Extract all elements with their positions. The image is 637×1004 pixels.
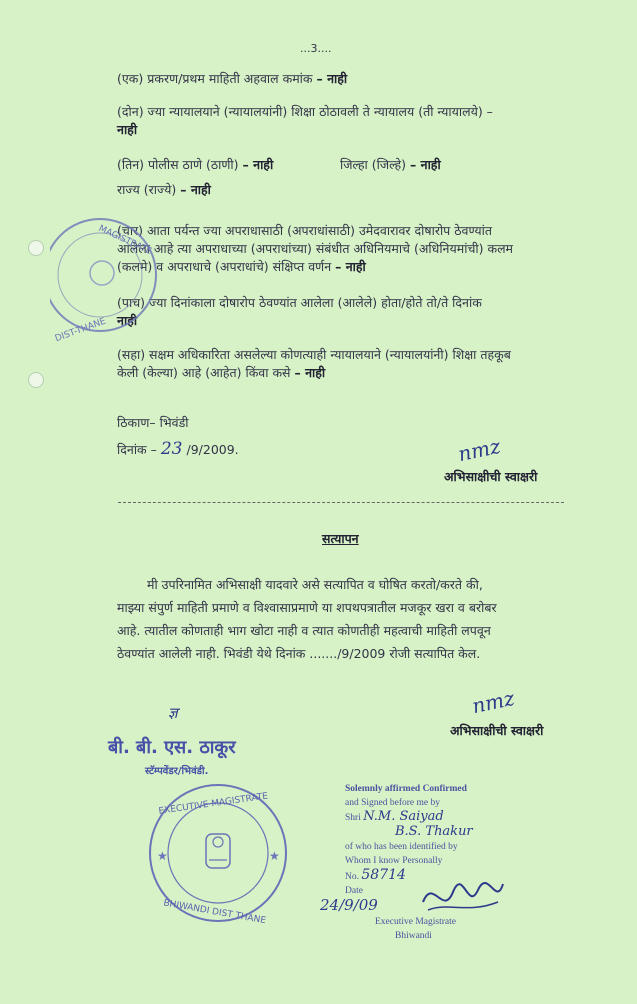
affirmation-line3 — [345, 810, 585, 825]
affirmation-line9: Executive Magistrate — [375, 917, 456, 927]
verification-line3: आहे. त्यातील कोणताही भाग खोटा नाही व त्यात कोणतीही महत्वाची माहिती लपवून — [117, 623, 491, 638]
item-1-text: (एक) प्रकरण/प्रथम माहिती अहवाल कमांक — [117, 71, 313, 86]
item-2-value: नाही — [117, 122, 138, 137]
svg-text:★: ★ — [157, 849, 168, 863]
item-2 — [117, 103, 582, 139]
item-4-line3: (कलमे) व अपराधाचे (अपराधांचे) संक्षिप्त वर्णन — [117, 259, 332, 274]
state-label: राज्य (राज्ये) — [117, 182, 177, 197]
verification-paragraph — [117, 573, 582, 665]
item-1-value: – नाही — [316, 71, 348, 86]
item-5-text: (पाच) ज्या दिनांकाला दोषारोप ठेवण्यांत आलेला (आलेले) होता/होते तो/ते दिनांक — [117, 295, 482, 310]
item-6-value: – नाही — [294, 365, 326, 380]
item-1 — [117, 70, 347, 88]
punch-hole-top — [28, 240, 44, 256]
affirmation-line5: of who has been identified by — [345, 842, 458, 852]
signature-label-2: अभिसाक्षीची स्वाक्षरी — [450, 723, 544, 738]
item-3-police — [117, 156, 273, 174]
officer-initials: ज्ञ — [168, 704, 178, 722]
date-rest: /9/2009. — [186, 442, 239, 457]
item-4-value: – नाही — [335, 259, 366, 274]
magistrate-signature — [418, 872, 508, 922]
item-5 — [117, 294, 582, 330]
date — [117, 440, 239, 459]
affirmation-line4 — [345, 825, 585, 840]
place-label: ठिकाण– — [117, 415, 156, 430]
svg-text:★: ★ — [269, 849, 280, 863]
executive-magistrate-seal — [143, 778, 293, 928]
item-4-line2: आलेला आहे त्या अपराधाच्या (अपराधांच्या) संबंधीत अधिनियमाचे (अधिनियमांची) कलम — [117, 241, 514, 256]
seal-left-bottom-text: DIST-THANE — [53, 316, 108, 345]
seal-left-top-text: MAGISTRATE — [96, 223, 153, 258]
police-value: – नाही — [242, 157, 274, 172]
punch-hole-bottom — [28, 372, 44, 388]
verification-heading: सत्यापन — [322, 531, 359, 546]
affirmation-date-hand: 24/9/09 — [320, 896, 378, 914]
officer-stamp-name: बी. बी. एस. ठाकूर — [108, 737, 236, 758]
seal-exec-bottom-text: BHIWANDI DIST THANE — [162, 898, 267, 927]
district-value: – नाही — [410, 157, 441, 172]
divider — [118, 502, 564, 503]
verification-line1: मी उपरिनामित अभिसाक्षी यादवारे असे सत्यापित व घोषित करतो/करते की, — [147, 577, 483, 592]
item-6 — [117, 346, 582, 382]
place — [117, 414, 189, 432]
item-6-line1: (सहा) सक्षम अधिकारिता असलेल्या कोणत्याही न्यायालयाने (न्यायालयांनी) शिक्षा तहकूब — [117, 347, 511, 362]
date-day: 23 — [160, 439, 183, 459]
item-5-value: नाही — [117, 313, 138, 328]
item-6-line2: केली (केल्या) आहे (आहेत) किंवा कसे — [117, 365, 291, 380]
officer-stamp-title: स्टॅम्पवेंडर/भिवंडी. — [145, 766, 209, 777]
police-label: (तिन) पोलीस ठाणे (ठाणी) — [117, 157, 239, 172]
signature-scribble-2: nmz — [469, 685, 517, 719]
affirmation-identifier-hand: B.S. Thakur — [395, 824, 473, 839]
affirmation-line1: Solemnly affirmed Confirmed — [345, 784, 467, 794]
item-4 — [117, 222, 582, 276]
verification-line4: ठेवण्यांत आलेली नाही. भिवंडी येथे दिनांक ......./9/2009 रोजी सत्यापित केल. — [117, 646, 481, 661]
verification-line2: माझ्या संपुर्ण माहिती प्रमाणे व विश्वासाप्रमाणे या शपथपत्रातील मजकूर खरा व बरोबर — [117, 600, 497, 615]
state-value: – नाही — [180, 182, 211, 197]
affirmation-line2: and Signed before me by — [345, 798, 440, 808]
affirmation-line6: Whom I know Personally — [345, 856, 443, 866]
signature-scribble: nmz — [455, 433, 503, 467]
affirmation-shri: Shri — [345, 813, 361, 823]
item-2-text: (दोन) ज्या न्यायालयाने (न्यायालयांनी) शिक्षा ठोठावली ते न्यायालय (ती न्यायालये) – — [117, 104, 493, 119]
affirmation-name-hand: N.M. Saiyad — [363, 809, 444, 824]
item-3-district — [340, 156, 441, 174]
date-label: दिनांक – — [117, 442, 157, 457]
place-value: भिवंडी — [159, 415, 189, 430]
seal-exec-top-text: EXECUTIVE MAGISTRATE — [158, 791, 269, 817]
affirmation-no-hand: 58714 — [361, 867, 406, 883]
magistrate-seal-left — [50, 195, 160, 355]
page-number: ...3.... — [300, 42, 332, 55]
item-4-line1: (चार) आता पर्यन्त ज्या अपराधासाठी (अपराधांसाठी) उमेदवारावर दोषारोप ठेवण्यांत — [117, 223, 493, 238]
affirmation-line10: Bhiwandi — [395, 931, 432, 941]
affirmation-date-label: Date — [345, 886, 363, 896]
affirmation-no-label: No. — [345, 872, 359, 882]
district-label: जिल्हा (जिल्हे) — [340, 157, 407, 172]
signature-label: अभिसाक्षीची स्वाक्षरी — [444, 469, 538, 484]
